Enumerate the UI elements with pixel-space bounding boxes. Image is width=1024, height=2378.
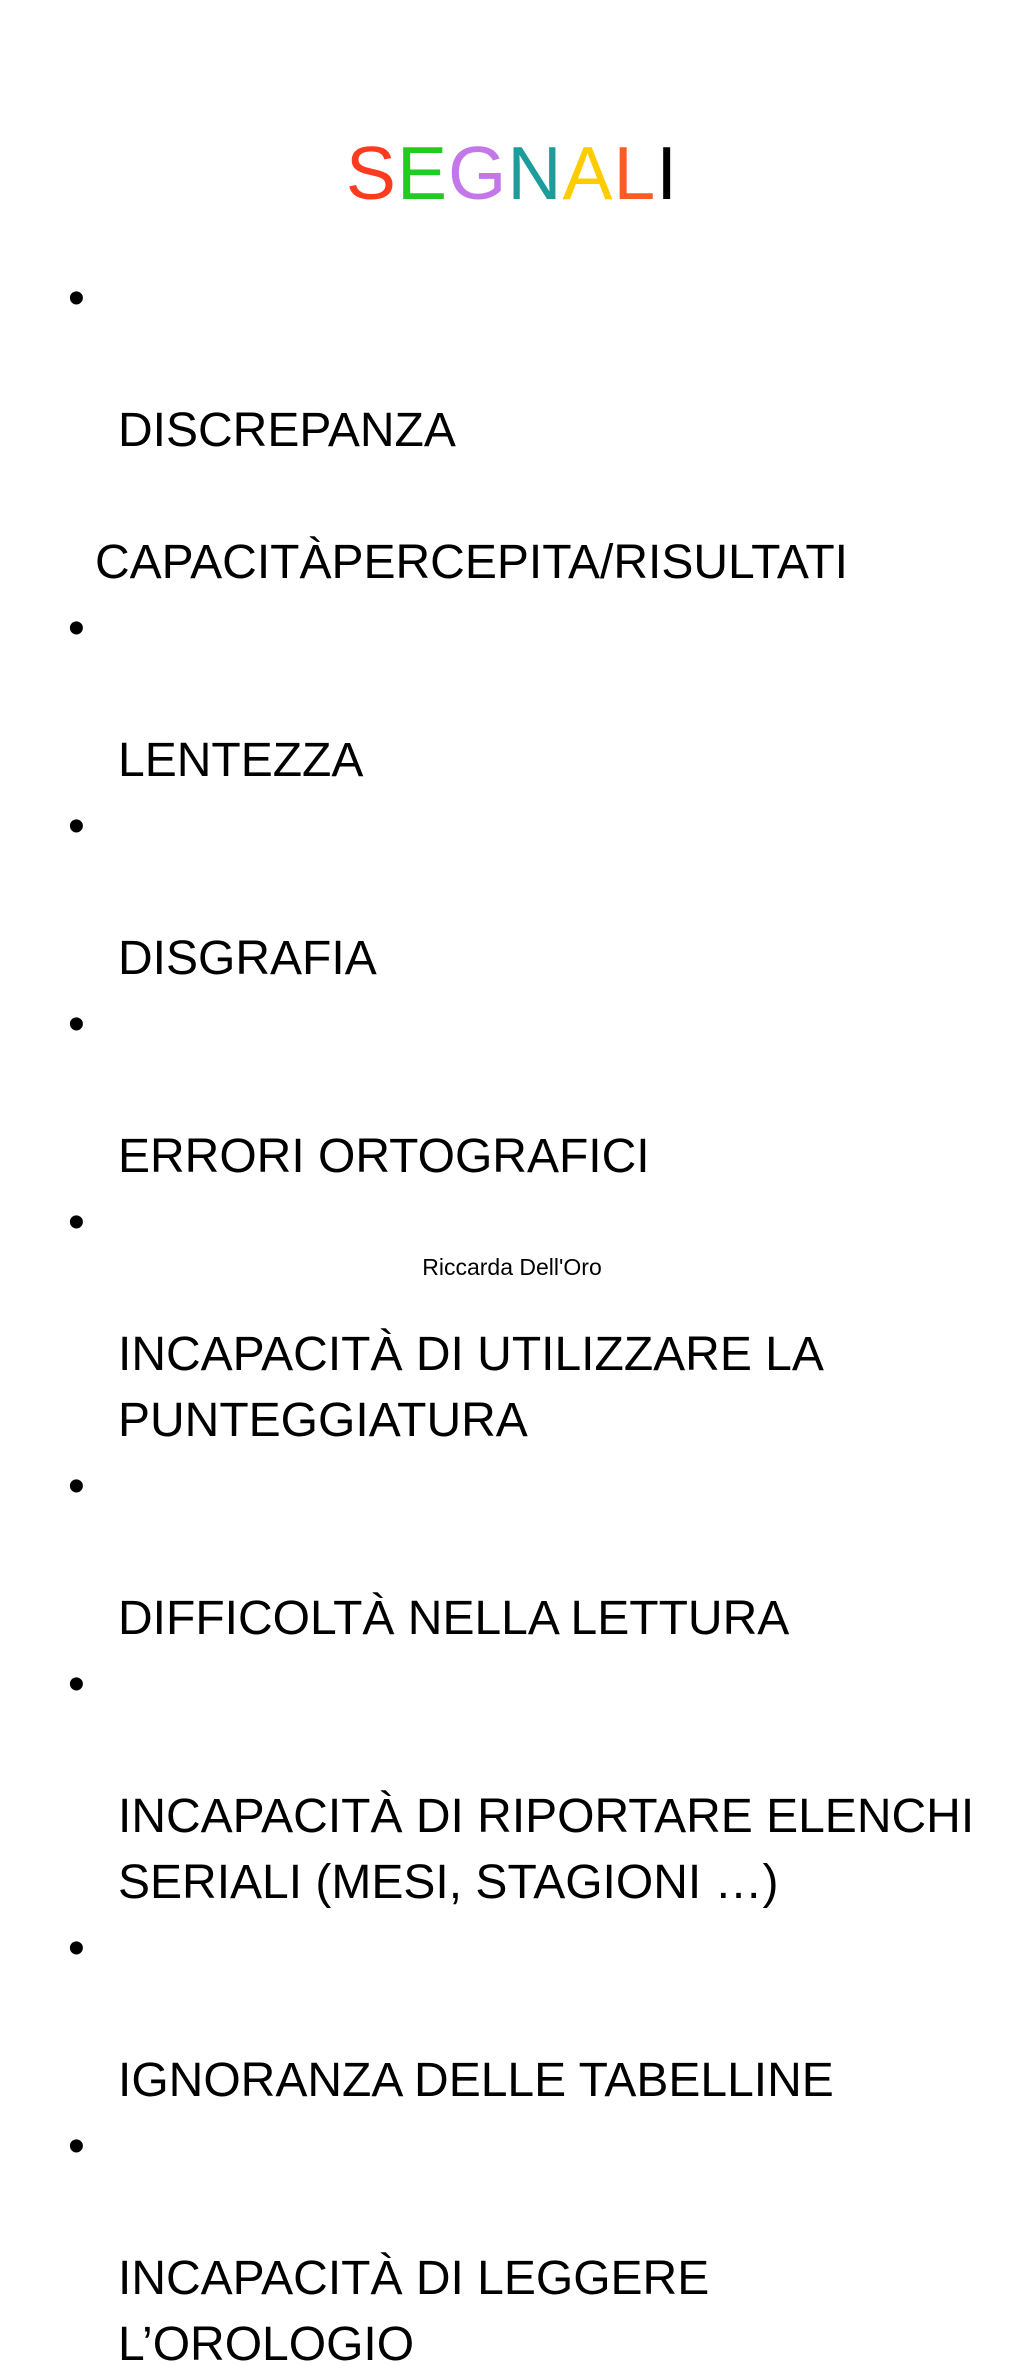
bullet-dot-icon: • [68, 1922, 85, 1975]
title-letter: E [396, 131, 448, 215]
list-item-text: LENTEZZA [118, 734, 364, 787]
list-item [0, 1916, 1024, 2114]
list-item [0, 1652, 1024, 1916]
bullet-dot-icon: • [68, 2120, 85, 2173]
list-item [0, 2114, 1024, 2378]
list-item-text: IGNORANZA DELLE TABELLINE [118, 2054, 834, 2107]
bullet-dot-icon: • [68, 998, 85, 1051]
list-item-text: ERRORI ORTOGRAFICI [118, 1130, 650, 1183]
list-item-text: INCAPACITÀ DI UTILIZZARE LA PUNTEGGIATURA [118, 1328, 822, 1447]
list-item-text: DISCREPANZA [118, 404, 456, 457]
title-letter: G [447, 131, 508, 215]
bullet-dot-icon: • [68, 1196, 85, 1249]
list-item [0, 596, 1024, 794]
list-item-continuation [0, 464, 1024, 596]
list-item [0, 266, 1024, 464]
bullet-dot-icon: • [68, 602, 85, 655]
bullet-list [0, 266, 1024, 2378]
title-letter: A [562, 131, 614, 215]
list-item-text: INCAPACITÀ DI LEGGERE L’OROLOGIO [118, 2252, 710, 2371]
title-letter: L [613, 131, 657, 215]
slide-content [0, 266, 1024, 2378]
bullet-dot-icon: • [68, 800, 85, 853]
bullet-dot-icon: • [68, 1658, 85, 1711]
title-letter: I [656, 131, 679, 215]
bullet-dot-icon: • [68, 1460, 85, 1513]
list-item-text: DIFFICOLTÀ NELLA LETTURA [118, 1592, 790, 1645]
list-item [0, 794, 1024, 992]
bullet-dot-icon: • [68, 272, 85, 325]
title-letter: S [345, 131, 397, 215]
list-item [0, 1190, 1024, 1454]
list-item-text: CAPACITÀPERCEPITA/RISULTATI [95, 536, 848, 589]
list-item [0, 1454, 1024, 1652]
slide-title [0, 128, 1024, 218]
list-item [0, 992, 1024, 1190]
title-letter: N [507, 131, 563, 215]
list-item-text: DISGRAFIA [118, 932, 377, 985]
footer-author: Riccarda Dell'Oro [422, 1254, 602, 1280]
list-item-text: INCAPACITÀ DI RIPORTARE ELENCHI SERIALI (MESI, STAGIONI …) [118, 1790, 975, 1909]
